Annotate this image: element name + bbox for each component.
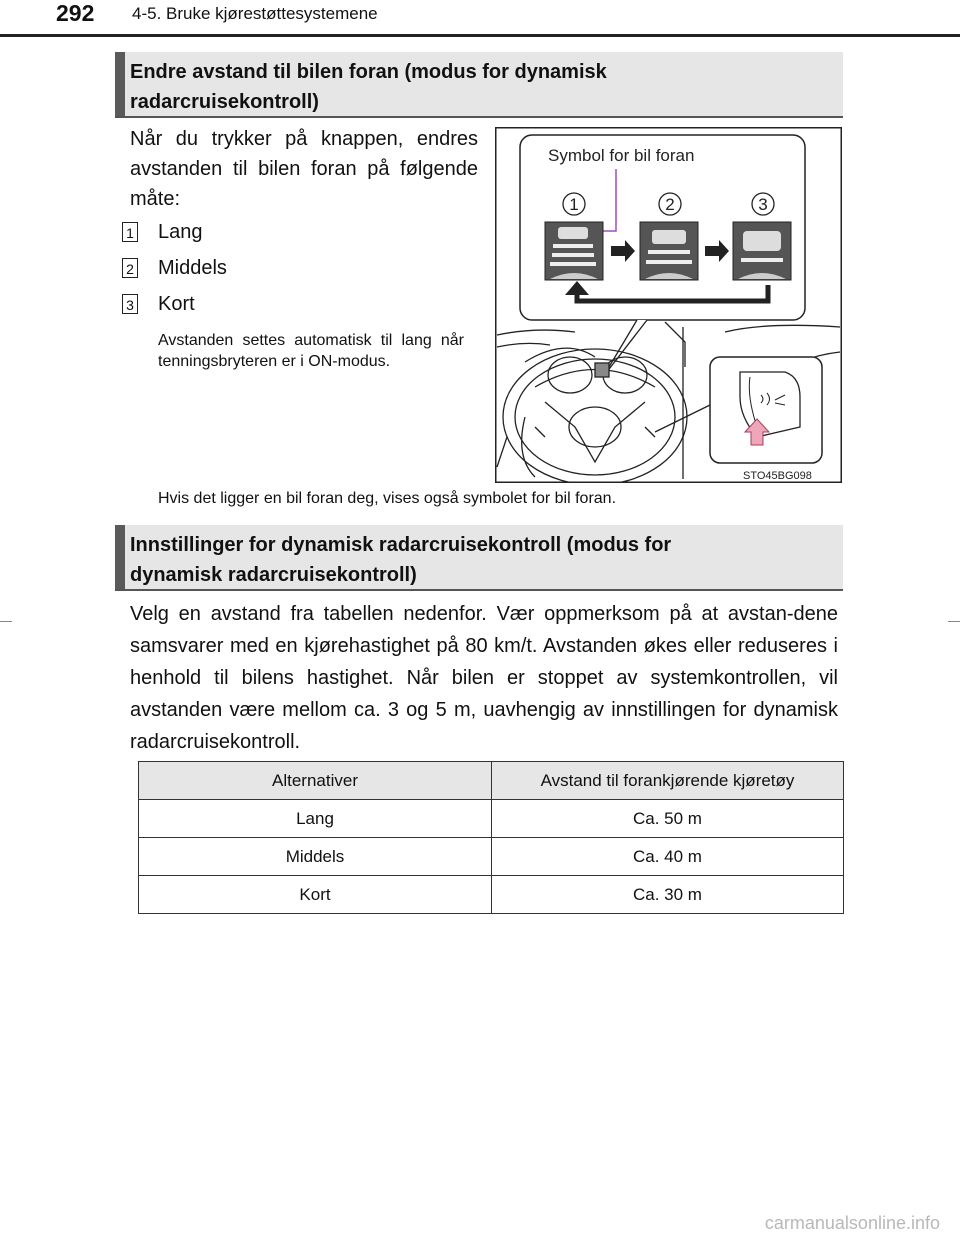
table-cell: Ca. 50 m: [492, 800, 844, 838]
heading-line-2: dynamisk radarcruisekontroll): [130, 564, 417, 586]
table-cell: Ca. 40 m: [492, 838, 844, 876]
heading-accent-bar: [115, 525, 125, 589]
table-header-row: [139, 762, 844, 800]
number-badge: 3: [122, 294, 138, 314]
table-row: [139, 800, 844, 838]
table-cell: Lang: [139, 800, 492, 838]
number-badge: 2: [122, 258, 138, 278]
watermark: carmanualsonline.info: [764, 1213, 940, 1233]
circled-number-3-text: 3: [758, 195, 768, 214]
settings-paragraph: Velg en avstand fra tabellen nedenfor. Vær oppmerksom på at avstan-dene samsvarer med en kjørehastighet på 80 km/t. Avstanden økes eller reduseres i henhold til bilens hastighet. Når bilen er stoppet av systemkontrollen, vil avstanden være mellom ca. 3 og 5 m, uavhengig av innstillingen for dynamisk radarcruisekontroll.: [130, 603, 838, 753]
heading-line-1: Endre avstand til bilen foran (modus for dynamisk: [130, 61, 607, 83]
page-number: 292: [56, 0, 95, 26]
section-heading-text: [130, 530, 833, 590]
list-item-label: Lang: [158, 221, 203, 243]
number-badge: 1: [122, 222, 138, 242]
heading-accent-bar: [115, 52, 125, 116]
column-header-distance: Avstand til forankjørende kjøretøy: [492, 762, 844, 800]
table-cell: Ca. 30 m: [492, 876, 844, 914]
section-heading-text: [130, 57, 833, 117]
distance-display-medium: [640, 222, 698, 280]
chapter-title: 4-5. Bruke kjørestøttesystemene: [132, 4, 378, 23]
table-cell: Middels: [139, 838, 492, 876]
distance-display-long: [545, 222, 603, 280]
heading-line-2: radarcruisekontroll): [130, 91, 319, 113]
circled-number-2-text: 2: [665, 195, 675, 214]
list-item-label: Middels: [158, 257, 227, 279]
section-heading-settings: [115, 525, 843, 591]
section-heading-distance: [115, 52, 843, 118]
figure-caption: Hvis det ligger en bil foran deg, vises også symbolet for bil foran.: [158, 490, 617, 507]
column-header-option: Alternativer: [139, 762, 492, 800]
header-rule: [0, 34, 960, 37]
distance-display-short: [733, 222, 791, 280]
distance-illustration: [495, 127, 842, 483]
intro-text: Når du trykker på knappen, endres avstanden til bilen foran på følgende måte:: [130, 128, 478, 210]
table-row: [139, 838, 844, 876]
crop-mark: [0, 621, 12, 622]
crop-mark: [948, 621, 960, 622]
circled-number-1-text: 1: [569, 195, 579, 214]
list-item-label: Kort: [158, 293, 195, 315]
table-cell: Kort: [139, 876, 492, 914]
heading-line-1: Innstillinger for dynamisk radarcruisekontroll (modus for: [130, 534, 672, 556]
reset-note: Avstanden settes automatisk til lang når tenningsbryteren er i ON-modus.: [158, 332, 464, 370]
callout-label: Symbol for bil foran: [548, 146, 695, 165]
figure-code: STO45BG098: [743, 470, 812, 482]
table-row: [139, 876, 844, 914]
distance-settings-table: [138, 761, 844, 914]
